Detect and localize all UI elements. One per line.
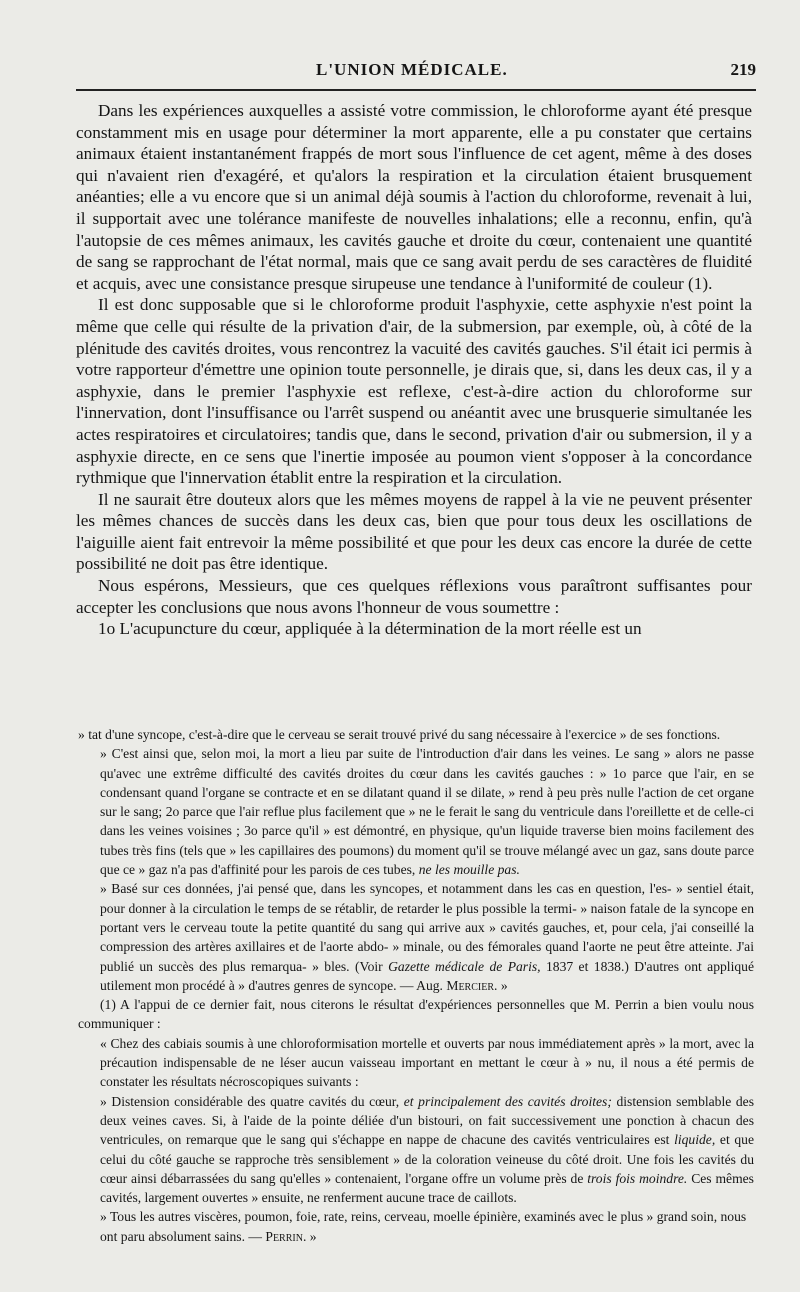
quote-distension-b: distension semblable des deux veines caves. Si, à l'aide de la pointe déliée d'un bistouri, on fait successivement une ponction à chacun des ventricules, on remarque que le sang qui s'échappe en nappe de chacune des cavités ventriculaires est	[100, 1093, 754, 1148]
quote-distension-em2: liquide,	[674, 1132, 716, 1148]
quote-close: »	[500, 977, 508, 993]
paragraph-commission-experiments: Dans les expériences auxquelles a assisté votre commission, le chloroforme ayant été presque constamment mis en usage pour déterminer la mort apparente, elle a pu constater que certains animaux étaient instantanément frappés de mort sous l'influence de cet agent, même à des doses qui n'avaient rien d'exagéré, et qu'alors la respiration et la circulation étaient brusquement anéanties; elle a vu encore que si un animal déjà soumis à l'action du chloroforme, revenait à lui, il supportait avec une tolérance manifeste de nouvelles inhalations; elle a reconnu, enfin, qu'à l'autopsie de ces mêmes animaux, les cavités gauche et droite du cœur, contenaient une quantité de sang se rapprochant de l'état normal, mais que ce sang avait perdu de ses caractères de fluidité et acquis, avec une consistance presque sirupeuse une tendance à l'uniformité de couleur (1).	[76, 101, 752, 293]
footnote-1: (1) A l'appui de ce dernier fait, nous citerons le résultat d'expériences personnelles que M. Perrin a bien voulu nous communiquer :	[78, 997, 754, 1032]
quote-compression-after: 1837 et 1838.) D'autres ont appliqué utilement mon procédé à » d'autres genres de syncope. — Aug.	[100, 958, 754, 993]
quote-viscera-text: » Tous les autres viscères, poumon, foie, rate, reins, cerveau, moelle épinière, examinés avec le plus » grand soin, nous ont paru absolument sains. —	[100, 1209, 747, 1244]
footnotes	[78, 725, 754, 1246]
quote-other-viscera	[78, 1207, 754, 1246]
page-header	[76, 58, 756, 88]
author-mercier: Mercier.	[446, 977, 498, 993]
paragraph-recall-means: Il ne saurait être douteux alors que les mêmes moyens de rappel à la vie ne peuvent présenter les mêmes chances de succès dans les deux cas, bien que pour tous deux les oscillations de l'aiguille aient fait entrevoir la même possibilité et que pour les deux cas encore la durée de cette possibilité ne doit pas être identique.	[76, 489, 752, 574]
paragraph-conclusion-1: 1o L'acupuncture du cœur, appliquée à la détermination de la mort réelle est un	[98, 619, 642, 639]
quote-distension-em3: trois fois moindre.	[587, 1170, 688, 1186]
quote-distension-c: et que celui du côté gauche se rapproche très sensiblement » de la coloration veineuse du côté droit. Une fois les cavités du cœur ainsi débarrassées du sang qu'elles » contenaient, l'organe offre un volume près de	[100, 1132, 755, 1186]
quote-compression	[78, 879, 754, 995]
header-rule	[76, 89, 756, 91]
quote-distension-d: Ces mêmes cavités, largement ouvertes » ensuite, ne renferment aucune trace de caillots.	[100, 1170, 754, 1206]
quote-distension	[78, 1092, 754, 1208]
quote-cabiais: « Chez des cabiais soumis à une chloroformisation mortelle et ouverts par nous immédiatement après » la mort, avec la précaution indispensable de ne léser aucun vaisseau important en mettant le cœur à » nu, il nous a été permis de constater les résultats nécroscopiques suivants :	[100, 1035, 754, 1090]
main-text	[76, 100, 752, 640]
quote-air-emphasis: ne les mouille pas.	[418, 862, 520, 878]
quote-compression-text: » Basé sur ces données, j'ai pensé que, dans les syncopes, et notamment dans les cas en question, l'es- » sentiel était, pour donner à la circulation le temps de se rétablir, de retarder le plus possible la termi- » naison fatale de la syncope en portant vers le cerveau toute la petite quantité du sang qui arrive aux » cavités gauches, et, pour cela, j'ai conseillé la compression des artères axillaires et de l'aorte abdo- » minale, ou des fémorales quand l'aorte ne peut être atteinte. J'ai publié un succès des plus remarqua- » bles. (Voir	[100, 881, 754, 974]
running-title: L'UNION MÉDICALE.	[316, 60, 508, 79]
quote-air-text: » C'est ainsi que, selon moi, la mort a lieu par suite de l'introduction d'air dans les veines. Le sang » alors ne passe qu'avec une extrême difficulté des cavités droites du cœur dans les cavités gauches : » 1o parce que l'air, en se condensant quand l'organe se contracte et en se dilatant quand il se dilate, » rend à peu près nulle l'action de cet organe sur le sang; 2o parce que l'air reflue plus facilement que » ne le ferait le sang du ventricule dans l'oreillette et de celle-ci dans les veines voisines ; 3o parce qu'il » est démontré, en physique, qu'un liquide traverse bien moins facilement des tubes très fins (tels que » les capillaires des poumons) du moment qu'il se trouve mélangé avec un gaz, sans doute parce que ce » gaz n'a pas d'affinité pour les parois de ces tubes,	[100, 746, 754, 878]
quote-syncope: » tat d'une syncope, c'est-à-dire que le cerveau se serait trouvé privé du sang nécessaire à l'exercice » de ses fonctions.	[78, 727, 721, 742]
quote-air-in-veins	[78, 744, 754, 879]
journal-title: Gazette médicale de Paris,	[388, 958, 541, 974]
page-number: 219	[730, 60, 756, 79]
paragraph-conclusions-intro: Nous espérons, Messieurs, que ces quelques réflexions vous paraîtront suffisantes pour accepter les conclusions que nous avons l'honneur de vous soumettre :	[76, 576, 752, 617]
author-perrin: Perrin.	[265, 1228, 307, 1244]
quote-distension-em1: et principalement des cavités droites;	[403, 1093, 612, 1109]
quote-viscera-close: »	[309, 1228, 317, 1244]
quote-distension-a: » Distension considérable des quatre cavités du cœur,	[100, 1093, 400, 1109]
paragraph-asphyxia: Il est donc supposable que si le chloroforme produit l'asphyxie, cette asphyxie n'est point la même que celle qui résulte de la privation d'air, de la submersion, par exemple, où, à côté de la plénitude des cavités droites, vous rencontrez la vacuité des cavités gauches. S'il était ici permis à votre rapporteur d'émettre une opinion toute personnelle, je dirais que, si, dans les deux cas, il y a asphyxie, dans le premier l'asphyxie est reflexe, c'est-à-dire action du chloroforme sur l'innervation, dont l'insuffisance ou l'arrêt suspend ou anéantit avec une brusquerie simultanée les actes respiratoires et circulatoires; tandis que, dans le second, privation d'air ou submersion, il y a asphyxie directe, en ce sens que l'inertie imposée au poumon vient s'opposer à la concordance rythmique que l'innervation établit entre la respiration et la circulation.	[76, 295, 752, 488]
